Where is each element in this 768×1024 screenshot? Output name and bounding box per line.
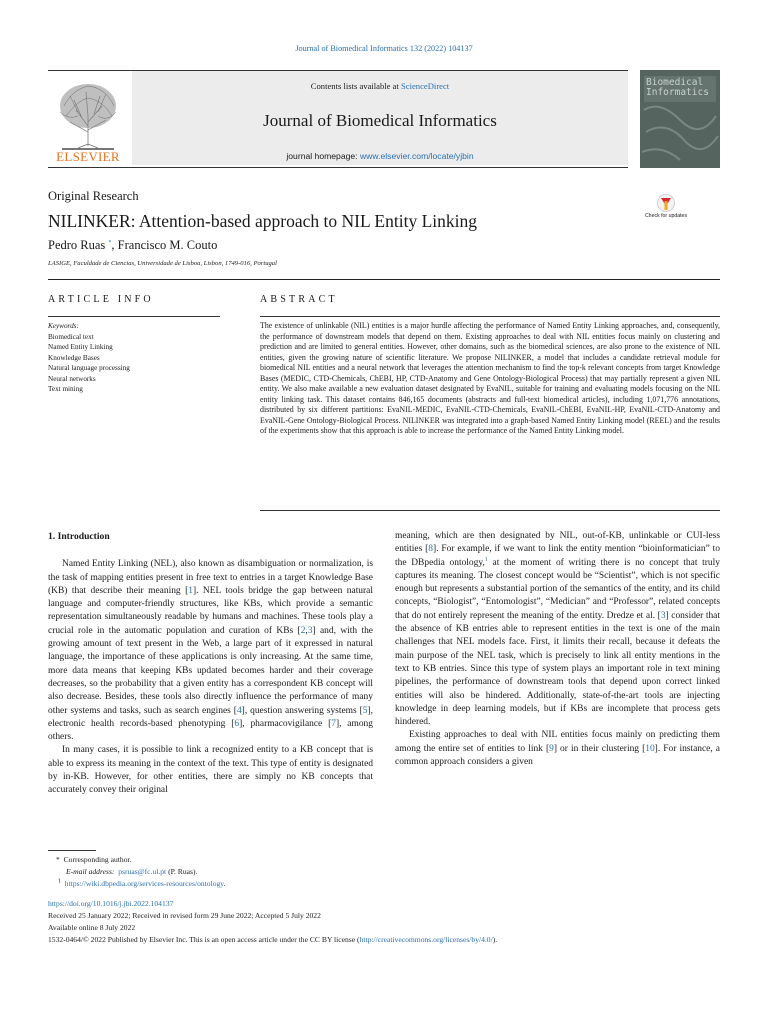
citation-link[interactable]: 7 bbox=[331, 718, 336, 729]
keywords-block bbox=[48, 321, 130, 395]
email-owner: (P. Ruas). bbox=[168, 867, 198, 876]
article-info-heading: ARTICLE INFO bbox=[48, 294, 154, 305]
cover-title: Biomedical Informatics bbox=[646, 77, 709, 98]
contents-prefix: Contents lists available at bbox=[310, 81, 401, 91]
corresponding-author-mark[interactable]: * bbox=[108, 239, 112, 246]
available-online: Available online 8 July 2022 bbox=[48, 923, 136, 932]
section-heading-introduction: 1. Introduction bbox=[48, 531, 110, 542]
paragraph bbox=[395, 729, 720, 769]
text-run: Named Entity Linking (NEL), also known as disambiguation or normalization, is the task of mapping entities present in free text to entries in a target Knowledge Base (KB) that describe their meaning [ bbox=[48, 559, 373, 596]
email-link[interactable]: psruas@fc.ul.pt bbox=[118, 867, 167, 876]
footnote-symbol: * bbox=[56, 855, 60, 864]
article-info-divider bbox=[48, 316, 220, 317]
corresponding-author-label: Corresponding author. bbox=[63, 855, 132, 864]
author-list bbox=[48, 238, 217, 253]
text-run: ). bbox=[492, 935, 498, 944]
footnotes bbox=[48, 854, 226, 890]
keyword-item: Text mining bbox=[48, 385, 83, 393]
abstract-text: The existence of unlinkable (NIL) entities is a major hurdle affecting the performance of Named Entity Linking approaches, and, consequently, the performance of downstream models that depend on them. Existing approaches to deal with NIL entities focus mainly on clustering and prediction and are limited to general entities. However, other domains, such as the biomedical sciences, are also prone to the existence of NIL entities, given the growing nature of scientific literature. We propose NILINKER, a model that includes a candidate retrieval module for biomedical NIL entities and a neural network that leverages the attention mechanism to find the top-k relevant concepts from target Knowledge Bases (MEDIC, CTD-Chemicals, ChEBI, HP, CTD-Anatomy and Gene Ontology-Biological Process) that may partially represent a given NIL entity. We also make available a new evaluation dataset designated by EvaNIL, suitable for training and evaluating models focusing on the NIL entity linking task. This dataset contains 846,165 documents (abstracts and full-text biomedical articles), including 1,071,776 annotations, distributed by six different partitions: EvaNIL-MEDIC, EvaNIL-CTD-Chemicals, EvaNIL-ChEBI, EvaNIL-HP, EvaNIL-CTD-Anatomy and EvaNIL-Gene Ontology-Biological Process. NILINKER was integrated into a graph-based Named Entity Linking model (REEL) and the results of the experiments show that this approach is able to increase the performance of the Named Entity Linking model. bbox=[260, 321, 720, 436]
author-name[interactable]: Francisco M. Couto bbox=[117, 238, 218, 252]
received-dates: Received 25 January 2022; Received in revised form 29 June 2022; Accepted 5 July 2022 bbox=[48, 911, 321, 920]
citation-link[interactable]: 10 bbox=[645, 743, 655, 754]
journal-homepage-link[interactable]: www.elsevier.com/locate/yjbin bbox=[359, 151, 474, 161]
sciencedirect-link[interactable]: ScienceDirect bbox=[401, 81, 450, 91]
footnote-mark[interactable]: 1 bbox=[484, 556, 488, 563]
footnote-divider bbox=[48, 850, 96, 851]
keyword-item: Named Entity Linking bbox=[48, 343, 113, 351]
email-label: E-mail address: bbox=[66, 867, 115, 876]
article-type: Original Research bbox=[48, 189, 139, 203]
elsevier-wordmark: ELSEVIER bbox=[56, 149, 120, 164]
email-note bbox=[48, 866, 226, 878]
crossmark-icon[interactable] bbox=[646, 192, 686, 232]
abstract-divider bbox=[260, 316, 720, 317]
text-run: meaning, which are then designated by NIL, out-of-KB, unlinkable or CUI-less entities [ bbox=[395, 531, 720, 555]
footnote-number: 1 bbox=[58, 878, 61, 885]
keyword-item: Biomedical text bbox=[48, 332, 94, 341]
citation-link[interactable]: 4 bbox=[236, 705, 242, 716]
corresponding-author-note bbox=[48, 854, 226, 866]
text-run: Existing approaches to deal with NIL entities focus mainly on predicting them among the entire set of entities to link [ bbox=[395, 730, 720, 754]
text-run: ], electronic health records-based phenotyping [ bbox=[48, 705, 373, 729]
doi-link[interactable]: https://doi.org/10.1016/j.jbi.2022.104137 bbox=[48, 899, 174, 908]
affiliation: LASIGE, Faculdade de Ciencias, Universidade de Lisboa, Lisbon, 1749-016, Portugal bbox=[48, 260, 277, 267]
dbpedia-ontology-link[interactable]: https://wiki.dbpedia.org/services-resources/ontology bbox=[64, 879, 224, 888]
keyword-item: Knowledge Bases bbox=[48, 353, 100, 362]
publication-info bbox=[48, 898, 497, 946]
abstract-heading: ABSTRACT bbox=[260, 294, 338, 305]
keywords-label: Keywords: bbox=[48, 322, 79, 330]
footnote-1 bbox=[48, 878, 226, 890]
keyword-item: Natural language processing bbox=[48, 364, 130, 372]
text-run: ], pharmacovigilance [ bbox=[239, 718, 332, 729]
journal-name: Journal of Biomedical Informatics bbox=[263, 111, 497, 130]
citation-link[interactable]: 8 bbox=[428, 544, 433, 555]
journal-reference-link[interactable]: Journal of Biomedical Informatics 132 (2022) 104137 bbox=[295, 44, 473, 53]
license-link[interactable]: http://creativecommons.org/licenses/by/4.0/ bbox=[359, 935, 493, 944]
homepage-prefix: journal homepage: bbox=[286, 151, 360, 161]
text-run: ]. NEL tools bridge the gap between natural language and computer-friendly structures, like KBs, which provide a semantic representation simultaneously readable by humans and machines. These tools play a crucial role in the automatic population and curation of KBs [ bbox=[48, 585, 373, 636]
text-run: ], question answering systems [ bbox=[241, 705, 363, 716]
header-divider bbox=[48, 279, 720, 280]
citation-link[interactable]: 3 bbox=[660, 610, 666, 621]
author-separator: , bbox=[111, 238, 118, 252]
crossmark-label: Check for updates bbox=[644, 213, 688, 219]
text-run: ]. For example, if we want to link the entity mention “bioinformatician” to the DBpedia ontology, bbox=[395, 544, 720, 568]
paragraph bbox=[48, 558, 373, 744]
license-text: 1532-0464/© 2022 Published by Elsevier Inc. This is an open access article under the CC BY license ( bbox=[48, 935, 360, 944]
keyword-item: Neural networks bbox=[48, 374, 96, 383]
paragraph: In many cases, it is possible to link a recognized entity to a KB concept that is able to express its meaning in the context of the text. This type of entity is designated by in-KB. However, for other entities, there are simply no KB concepts that accurately convey their original bbox=[48, 745, 373, 796]
journal-cover-thumbnail[interactable] bbox=[640, 70, 720, 168]
body-column-right bbox=[395, 530, 720, 769]
article-title: NILINKER: Attention-based approach to NIL Entity Linking bbox=[48, 211, 477, 231]
journal-masthead bbox=[48, 70, 628, 168]
citation-link[interactable]: 3 bbox=[307, 625, 313, 636]
citation-link[interactable]: 1 bbox=[188, 585, 193, 596]
license-line bbox=[48, 934, 497, 946]
text-run: ] or in their clustering [ bbox=[553, 743, 646, 754]
text-run: ] consider that the absence of KB entries able to represent entities in the text is one of the main challenges that NEL models face. First, it limits their recall, because it defeats the main purpose of the NEL task, which is precisely to link all entity mentions in the text to KB entries. Since this type of system plays an important role in text mining pipelines, the performance of downstream tools that depend upon correct linked entities will also be hindered. Additionally, state-of-the-art tools are injecting knowledge in deep learning models, but if KBs are incomplete that process gets hindered. bbox=[395, 610, 720, 728]
text-run: at the moment of writing there is no concept that truly captures its meaning. The closest concept would be “Scientist”, which is not specific enough but represents a substantial portion of the semantics of the entity, and its child concepts, “Biologist”, “Entomologist”, “Medician” and “Professor”, related concepts that do not entirely represent the meaning of the entity. Dredze et al. [ bbox=[395, 557, 720, 621]
contents-line bbox=[132, 81, 628, 91]
citation-link[interactable]: 9 bbox=[549, 743, 554, 754]
citation-link[interactable]: 5 bbox=[362, 705, 368, 716]
citation-link[interactable]: 2 bbox=[300, 625, 306, 636]
paragraph bbox=[395, 530, 720, 729]
text-run: ], among others. bbox=[48, 718, 373, 743]
text-run: ] and, with the growing amount of text present in the Web, a large part of it expressed in natural language, the importance of these applications is only increasing. At the same time, more data means that keeping KBs updated becomes harder and their coverage decreases, so the probability that a given entity has a correspondent KB concept will also decrease. Besides, these tools also directly influence the performance of many other systems and tasks, such as search engines [ bbox=[48, 625, 373, 716]
text-run: ]. For instance, a common approach considers a given bbox=[395, 743, 720, 768]
text-run: . bbox=[223, 879, 226, 888]
body-column-left bbox=[48, 530, 373, 798]
masthead-panel bbox=[132, 71, 628, 165]
author-name[interactable]: Pedro Ruas bbox=[48, 238, 106, 252]
text-run: , bbox=[305, 625, 308, 636]
citation-link[interactable]: 6 bbox=[234, 718, 240, 729]
homepage-line bbox=[132, 151, 628, 161]
abstract-bottom-divider bbox=[260, 510, 720, 511]
